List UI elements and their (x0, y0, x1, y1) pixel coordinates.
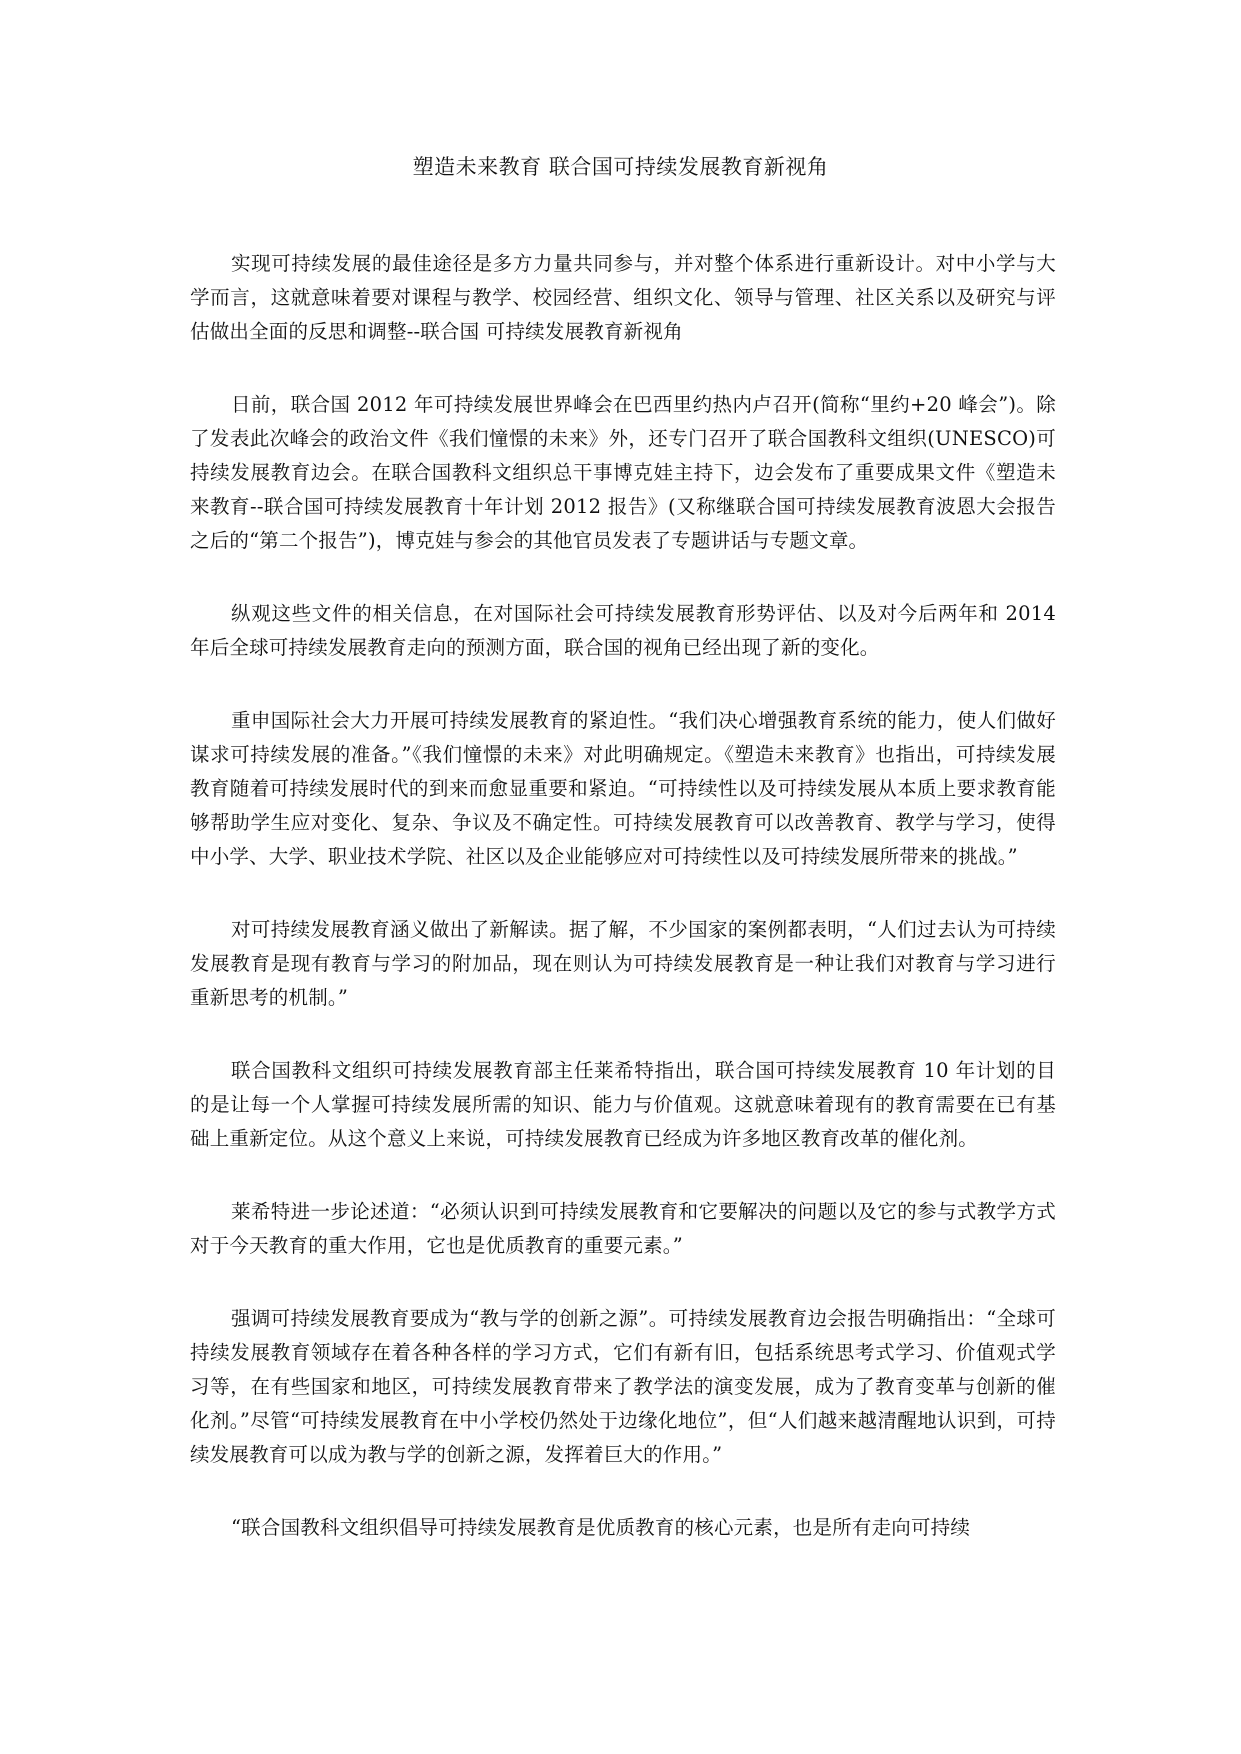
paragraph: 日前，联合国 2012 年可持续发展世界峰会在巴西里约热内卢召开(简称“里约+20 峰会”)。除了发表此次峰会的政治文件《我们憧憬的未来》外，还专门召开了联合国教科文组织(UNESCO)可持续发展教育边会。在联合国教科文组织总干事博克娃主持下，边会发布了重要成果文件《塑造未来教育--联合国可持续发展教育十年计划 2012 报告》(又称继联合国可持续发展教育波恩大会报告之后的“第二个报告”)，博克娃与参会的其他官员发表了专题讲话与专题文章。 (190, 393, 1056, 552)
paragraph: 重申国际社会大力开展可持续发展教育的紧迫性。“我们决心增强教育系统的能力，使人们做好谋求可持续发展的准备。”《我们憧憬的未来》对此明确规定。《塑造未来教育》也指出，可持续发展教育随着可持续发展时代的到来而愈显重要和紧迫。“可持续性以及可持续发展从本质上要求教育能够帮助学生应对变化、复杂、争议及不确定性。可持续发展教育可以改善教育、教学与学习，使得中小学、大学、职业技术学院、社区以及企业能够应对可持续性以及可持续发展所带来的挑战。” (190, 709, 1056, 868)
paragraph: 强调可持续发展教育要成为“教与学的创新之源”。可持续发展教育边会报告明确指出：“全球可持续发展教育领域存在着各种各样的学习方式，它们有新有旧，包括系统思考式学习、价值观式学习等，在有些国家和地区，可持续发展教育带来了教学法的演变发展，成为了教育变革与创新的催化剂。”尽管“可持续发展教育在中小学校仍然处于边缘化地位”，但“人们越来越清醒地认识到，可持续发展教育可以成为教与学的创新之源，发挥着巨大的作用。” (190, 1307, 1056, 1466)
paragraph: 实现可持续发展的最佳途径是多方力量共同参与，并对整个体系进行重新设计。对中小学与大学而言，这就意味着要对课程与教学、校园经营、组织文化、领导与管理、社区关系以及研究与评估做出全面的反思和调整--联合国 可持续发展教育新视角 (190, 252, 1056, 343)
paragraph: 纵观这些文件的相关信息，在对国际社会可持续发展教育形势评估、以及对今后两年和 2014 年后全球可持续发展教育走向的预测方面，联合国的视角已经出现了新的变化。 (190, 602, 1056, 659)
paragraph: 对可持续发展教育涵义做出了新解读。据了解，不少国家的案例都表明，“人们过去认为可持续发展教育是现有教育与学习的附加品，现在则认为可持续发展教育是一种让我们对教育与学习进行重新思考的机制。” (190, 918, 1056, 1009)
document-title: 塑造未来教育 联合国可持续发展教育新视角 (412, 155, 829, 179)
paragraph: 联合国教科文组织可持续发展教育部主任莱希特指出，联合国可持续发展教育 10 年计划的目的是让每一个人掌握可持续发展所需的知识、能力与价值观。这就意味着现有的教育需要在已有基础上重新定位。从这个意义上来说，可持续发展教育已经成为许多地区教育改革的催化剂。 (190, 1059, 1056, 1150)
paragraph: “联合国教科文组织倡导可持续发展教育是优质教育的核心元素，也是所有走向可持续 (231, 1516, 971, 1539)
paragraph: 莱希特进一步论述道：“必须认识到可持续发展教育和它要解决的问题以及它的参与式教学方式对于今天教育的重大作用，它也是优质教育的重要元素。” (190, 1200, 1056, 1257)
document-body (190, 247, 1056, 1545)
